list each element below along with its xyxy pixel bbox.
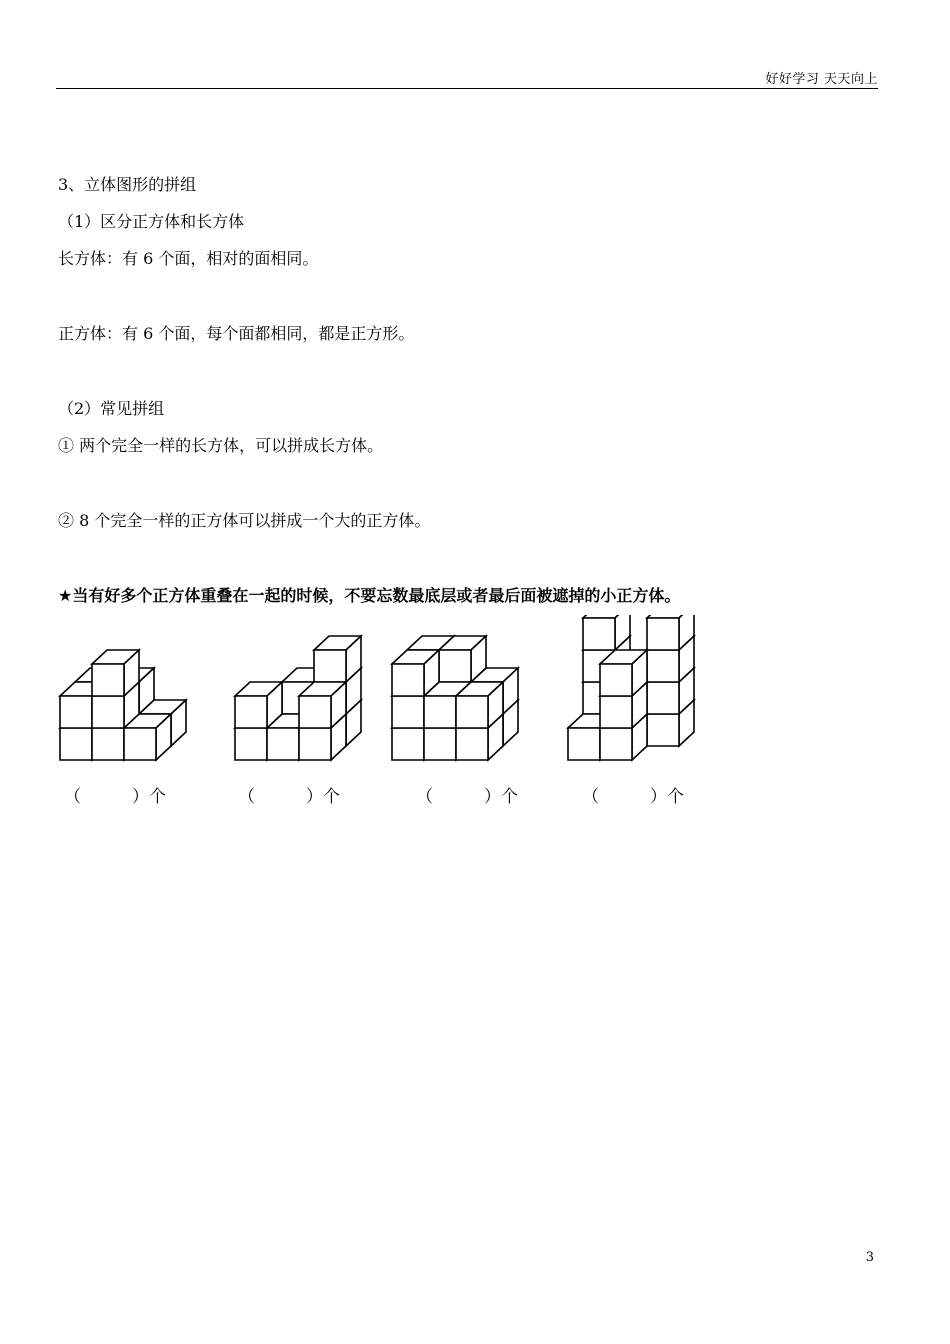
cube-face <box>299 728 331 760</box>
cube-face <box>299 696 331 728</box>
cube-stack-3 <box>392 636 518 760</box>
cube-face <box>235 696 267 728</box>
page-number: 3 <box>865 1250 874 1265</box>
cube-face <box>456 728 488 760</box>
cube-face <box>568 728 600 760</box>
cube-face <box>600 728 632 760</box>
cube-face <box>647 618 679 650</box>
subsection-1-title: （1）区分正方体和长方体 <box>58 212 245 231</box>
cube-face <box>92 664 124 696</box>
answer-blank-3[interactable]: （ ）个 <box>416 787 518 807</box>
answer-blank-1[interactable]: （ ）个 <box>64 787 166 807</box>
counting-tip: ★当有好多个正方体重叠在一起的时候，不要忘数最底层或者最后面被遮掉的小正方体。 <box>58 586 681 605</box>
cube-face <box>235 728 267 760</box>
cube-face <box>392 728 424 760</box>
cube-face <box>600 696 632 728</box>
cube-face <box>647 714 679 746</box>
answer-blank-2[interactable]: （ ）个 <box>238 787 340 807</box>
cube-face <box>583 618 615 650</box>
cube-face <box>424 728 456 760</box>
cube-stack-2 <box>235 636 361 760</box>
cube-face <box>392 664 424 696</box>
cube-face <box>424 696 456 728</box>
cube-face <box>392 696 424 728</box>
cube-face <box>456 696 488 728</box>
cube-stack-figures <box>50 615 710 770</box>
cube-face <box>124 728 156 760</box>
cube-face <box>647 682 679 714</box>
header-rule <box>56 88 878 89</box>
cuboid-definition: 长方体：有 6 个面，相对的面相同。 <box>58 249 319 268</box>
cube-face <box>647 650 679 682</box>
cube-stack-1 <box>60 650 186 760</box>
cube-definition: 正方体：有 6 个面，每个面都相同，都是正方形。 <box>58 324 415 343</box>
cube-face <box>267 728 299 760</box>
cube-face <box>60 696 92 728</box>
cube-stack-4 <box>568 615 694 760</box>
cube-face <box>60 728 92 760</box>
subsection-2-title: （2）常见拼组 <box>58 399 165 418</box>
cube-face <box>92 696 124 728</box>
combination-item-2: ② 8 个完全一样的正方体可以拼成一个大的正方体。 <box>58 511 431 530</box>
cube-face <box>600 664 632 696</box>
cube-face <box>439 650 471 682</box>
combination-item-1: ① 两个完全一样的长方体，可以拼成长方体。 <box>58 436 384 455</box>
header-slogan: 好好学习 天天向上 <box>765 72 878 87</box>
cube-face <box>314 650 346 682</box>
section-title: 3、立体图形的拼组 <box>58 175 197 194</box>
cube-face <box>92 728 124 760</box>
answer-blank-4[interactable]: （ ）个 <box>582 787 684 807</box>
